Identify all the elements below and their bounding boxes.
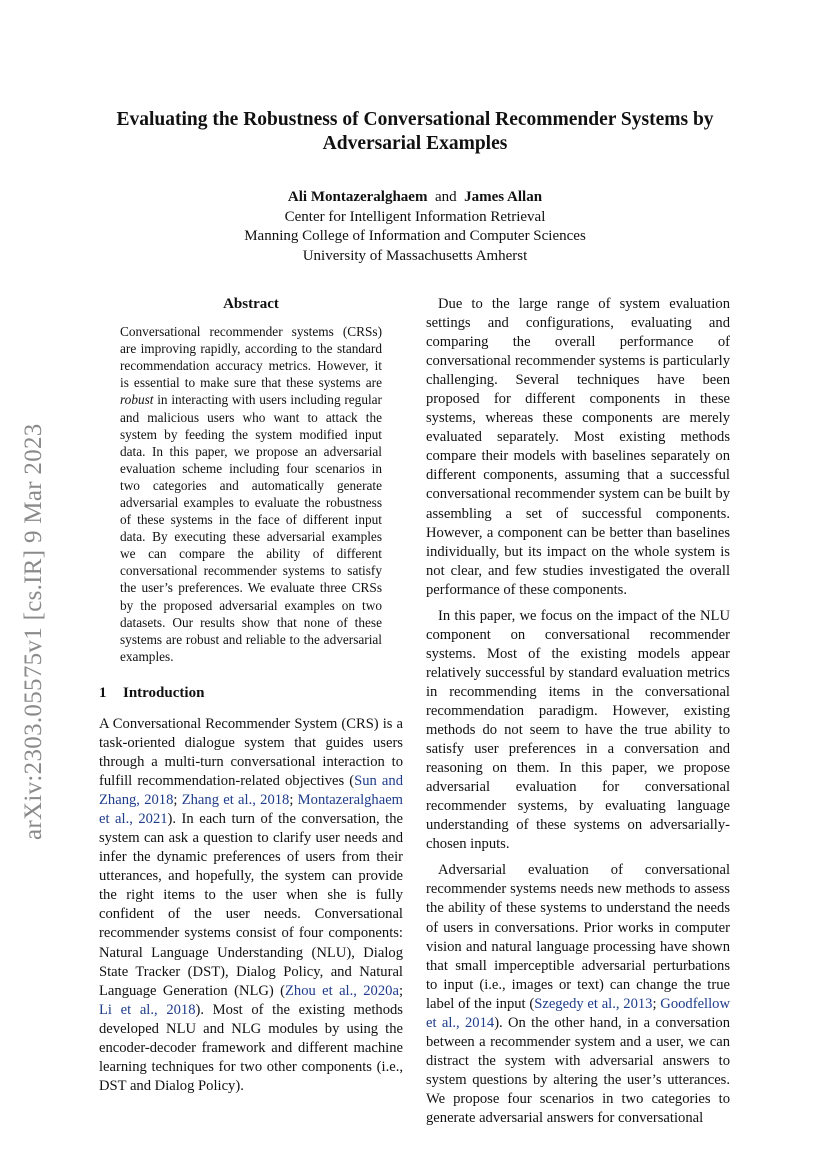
citation-link[interactable]: Li et al., 2018 bbox=[99, 1001, 196, 1018]
abstract-emphasis: robust bbox=[120, 392, 154, 408]
text-run: ). In each turn of the conversation, the system can ask a question to clarify user needs and infer the dynamic preferences of users from their utterances, and hopefully, the system can provide the right items to the user when she is fully confident of the user needs. Conversational recommender systems consist of four components: Natural Language Understanding (NLU), Dialog State Tracker (DST), Dialog Policy, and Natural Language Generation (NLG) ( bbox=[99, 811, 403, 999]
text-run: ). On the other hand, in a conversation between a recommender system and a user, we can distract the system with adversarial answers to system questions by altering the user’s utterances. We propose four scenarios in two categories to generate adversarial answers for conversational bbox=[426, 1014, 730, 1126]
left-column bbox=[99, 295, 403, 1096]
intro-paragraph-3: In this paper, we focus on the impact of the NLU component on conversational recommender systems. Most of the existing models appear relatively successful by standard evaluation metrics in recommending items in the conversational recommendation paradigm. However, existing methods do not seem to have the true ability to satisfy user preferences in a conversation and reasoning on them. In this paper, we propose adversarial evaluation for conversational recommender systems, by evaluating language understanding of these systems on adversarially-chosen inputs. bbox=[426, 607, 730, 853]
citation-link[interactable]: Sun and Zhang, 2018 bbox=[99, 773, 403, 809]
abstract-part: Conversational recommender systems (CRSs) are improving rapidly, according to the standard recommendation accuracy metrics. However, it is essential to make sure that these systems are bbox=[120, 324, 382, 391]
text-run: A Conversational Recommender System (CRS) is a task-oriented dialogue system that guides users through a multi-turn conversational interaction to fulfill recommendation-related objectives ( bbox=[99, 715, 403, 790]
citation-link[interactable]: Szegedy et al., 2013 bbox=[534, 995, 653, 1012]
citation-link[interactable]: Montazeralghaem et al., 2021 bbox=[99, 792, 404, 828]
paper-title: Evaluating the Robustness of Conversational Recommender Systems by Adversarial Examples bbox=[116, 109, 714, 154]
affiliation: University of Massachusetts Amherst bbox=[302, 247, 528, 264]
affiliation: Center for Intelligent Information Retrieval bbox=[284, 208, 546, 225]
citation-link[interactable]: Zhang et al., 2018 bbox=[181, 792, 290, 809]
affiliation: Manning College of Information and Computer Sciences bbox=[244, 228, 586, 244]
author-name: James Allan bbox=[464, 189, 543, 205]
paper-header bbox=[100, 108, 730, 266]
abstract-text bbox=[120, 323, 382, 665]
author-block bbox=[100, 188, 730, 266]
section-title: Introduction bbox=[123, 684, 205, 701]
citation-link[interactable]: Goodfellow et al., 2014 bbox=[426, 995, 730, 1031]
intro-paragraph-4 bbox=[426, 861, 730, 1128]
section-heading-introduction bbox=[99, 684, 403, 703]
text-run: Adversarial evaluation of conversational recommender systems needs new methods to assess the ability of these systems to understand the needs of users in conversations. Prior works in computer vision and natural language processing have shown that small imperceptible adversarial perturbations to input (i.e., images or text) can change the true label of the input ( bbox=[426, 862, 730, 1012]
intro-paragraph-1 bbox=[99, 715, 403, 1096]
abstract-part: in interacting with users including regular and malicious users who want to attack the system by feeding the system modified input data. In this paper, we propose an adversarial evaluation scheme including four scenarios in two categories and automatically generate adversarial examples to evaluate the robustness of these systems in the face of different input data. By executing these adversarial examples we can compare the ability of different conversational recommender systems to satisfy the user’s preferences. We evaluate three CRSs by the proposed adversarial examples on two datasets. Our results show that none of these systems are robust and reliable to the adversarial examples. bbox=[120, 392, 382, 664]
intro-paragraph-2: Due to the large range of system evaluation settings and configurations, evaluating and comparing the overall performance of conversational recommender systems is particularly challenging. Several techniques have been proposed for different components in these systems, whereas these components are merely evaluated separately. Most existing methods compare their models with baselines separately on different components, assuming that a successful conversational recommender system can be built by assembling a set of successful components. However, a component can be better than baselines individually, but its impact on the whole system is not clear, and few studies investigated the overall performance of these components. bbox=[426, 296, 730, 598]
abstract-heading: Abstract bbox=[223, 296, 279, 312]
section-number: 1 bbox=[99, 684, 107, 701]
arxiv-identifier: arXiv:2303.05575v1 [cs.IR] 9 Mar 2023 bbox=[20, 423, 47, 840]
text-run: ; bbox=[652, 995, 661, 1012]
text-run: ). Most of the existing methods developed NLU and NLG modules by using the encoder-decoder framework and different machine learning techniques for two other components (i.e., DST and Dialog Policy). bbox=[99, 1001, 403, 1094]
author-names bbox=[100, 188, 730, 208]
text-run: ; bbox=[289, 792, 298, 809]
text-run: ; bbox=[398, 982, 403, 999]
right-column bbox=[426, 295, 730, 1128]
author-conjunction: and bbox=[434, 189, 457, 205]
citation-link[interactable]: Zhou et al., 2020a bbox=[285, 982, 399, 999]
text-run: ; bbox=[173, 792, 182, 809]
author-name: Ali Montazeralghaem bbox=[287, 189, 428, 205]
